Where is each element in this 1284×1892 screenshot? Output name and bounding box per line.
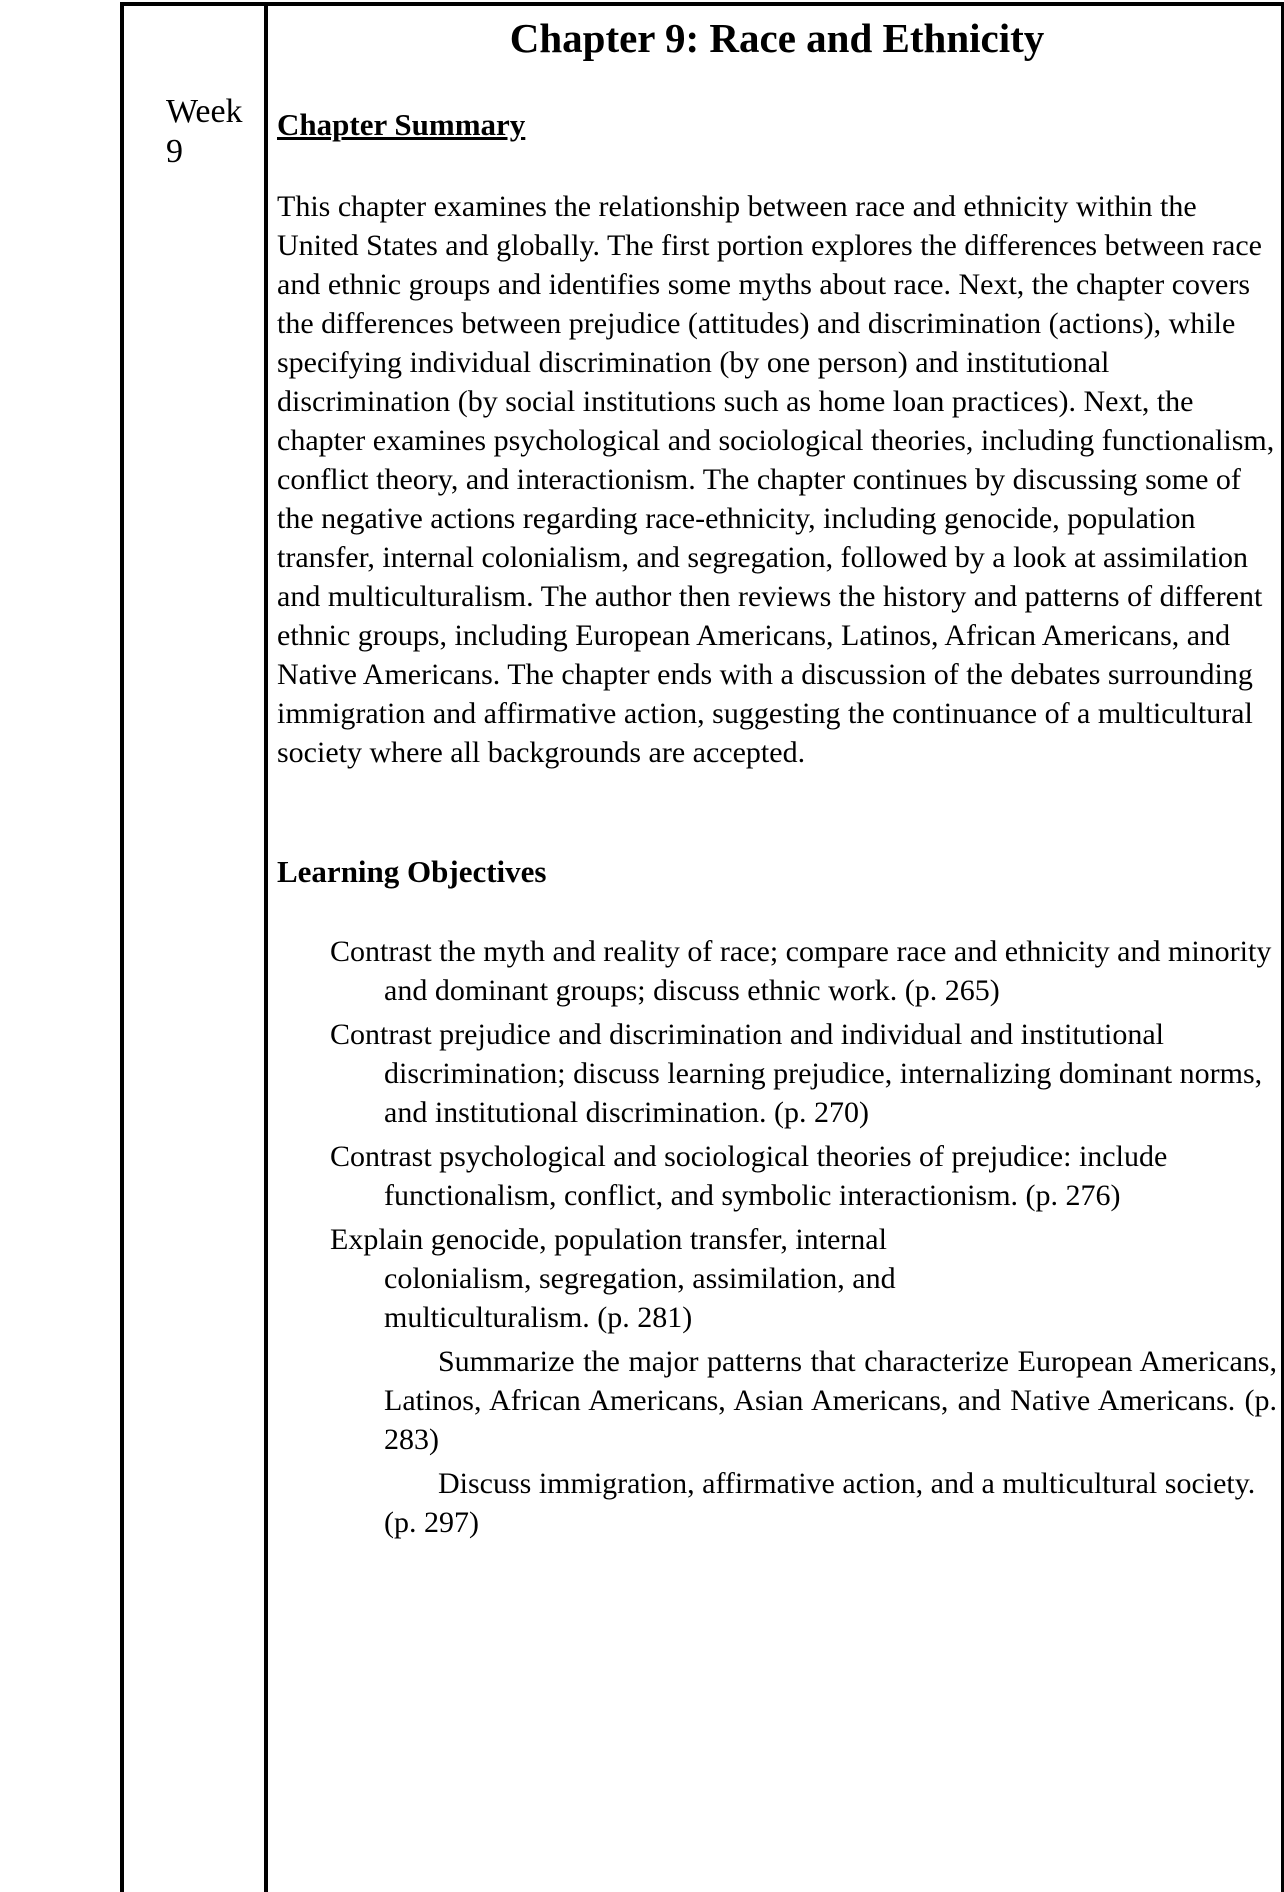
learning-objective-item: Discuss immigration, affirmative action, and a multicultural society. (p. 297) [384,1467,1256,1539]
chapter-summary-text: This chapter examines the relationship between race and ethnicity within the United States and globally. The first portion explores the differences between race and ethnic groups and identifies some myths about race. Next, the chapter covers the differences between prejudice (attitudes) and discrimination (actions), while specifying individual discrimination (by one person) and institutional discrimination (by social institutions such as home loan practices). Next, the chapter examines psychological and sociological theories, including functionalism, conflict theory, and interactionism. The chapter continues by discussing some of the negative actions regarding race-ethnicity, including genocide, population transfer, internal colonialism, and segregation, followed by a look at assimilation and multiculturalism. The author then reviews the history and patterns of different ethnic groups, including European Americans, Latinos, African Americans, and Native Americans. The chapter ends with a discussion of the debates surrounding immigration and affirmative action, suggesting the continuance of a multicultural society where all backgrounds are accepted. [277,190,1275,769]
week-number: 9 [166,133,183,170]
learning-objective-item: Contrast the myth and reality of race; compare race and ethnicity and minority and dominant groups; discuss ethnic work. (p. 265) [330,935,1272,1007]
column-divider [264,2,268,1892]
learning-objective-item: Summarize the major patterns that characterize European Americans, Latinos, African Americans, Asian Americans, and Native Americans. (p. 283) [384,1345,1277,1456]
chapter-summary-heading: Chapter Summary [277,107,526,142]
learning-objectives-heading: Learning Objectives [277,854,547,889]
learning-objective-item: Contrast prejudice and discrimination and individual and institutional discrimination; discuss learning prejudice, internalizing dominant norms, and institutional discrimination. (p. 270) [330,1018,1263,1129]
learning-objective-item: Contrast psychological and sociological theories of prejudice: include functionalism, conflict, and symbolic interactionism. (p. 276) [330,1140,1168,1212]
learning-objectives-list [277,932,1277,1542]
learning-objective-item: Explain genocide, population transfer, internal colonialism, segregation, assimilation, and multiculturalism. (p. 281) [330,1223,896,1334]
week-cell [166,92,256,172]
chapter-title: Chapter 9: Race and Ethnicity [509,15,1045,61]
week-label: Week [166,93,243,130]
